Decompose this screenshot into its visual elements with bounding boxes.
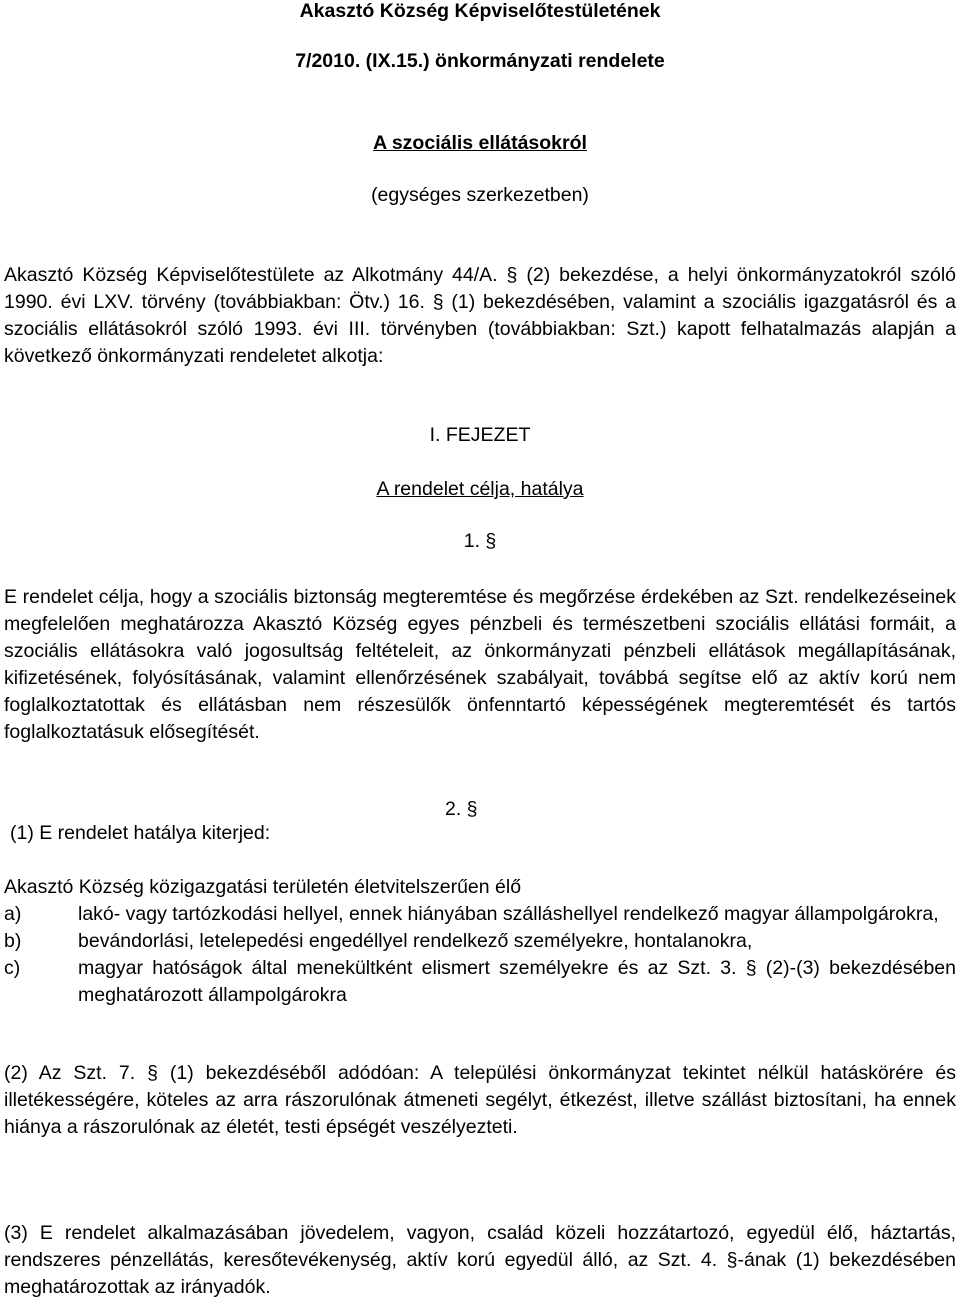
section-2-number: 2. §: [445, 798, 478, 820]
chapter-title: A rendelet célja, hatálya: [376, 478, 584, 500]
list-item-text: lakó- vagy tartózkodási hellyel, ennek hiányában szálláshellyel rendelkező magyar állampolgárokra,: [78, 903, 939, 925]
list-marker: c): [4, 957, 21, 979]
section-1-number: 1. §: [463, 530, 497, 552]
list-item-text: magyar hatóságok által menekültként elismert személyekre és az Szt. 3. § (2)-(3) bekezdésében meghatározott állampolgárokra: [78, 957, 956, 1006]
chapter-number: I. FEJEZET: [429, 424, 531, 446]
list-item: [4, 928, 956, 955]
section-2-para1-intro: (1) E rendelet hatálya kiterjed:: [10, 822, 271, 844]
document-subject: A szociális ellátásokról: [373, 132, 587, 154]
section-2-para1-scope: Akasztó Község közigazgatási területén életvitelszerűen élő: [4, 876, 522, 898]
list-marker: a): [4, 903, 22, 925]
list-item: [4, 901, 956, 928]
list-item: [4, 955, 956, 1009]
section-1-text: E rendelet célja, hogy a szociális biztonság megteremtése és megőrzése érdekében az Szt. rendelkezéseinek megfelelően meghatározza Akasztó Község egyes pénzbeli és természetbeni szociális ellátási formáit, a szociális ellátásokra való jogosultság feltételeit, az önkormányzati pénzbeli ellátások megállapításának, kifizetésének, folyósításának, valamint ellenőrzésének szabályait, továbbá segítse elő az aktív korú nem foglalkoztatottak és ellátásban nem részesülők önfenntartó képességének megteremtését és tartós foglalkoztatásuk elősegítését.: [4, 586, 956, 743]
section-2-para3: (3) E rendelet alkalmazásában jövedelem, vagyon, család közeli hozzátartozó, egyedül élő, háztartás, rendszeres pénzellátás, keresőtevékenység, aktív korú egyedül álló, az Szt. 4. §-ának (1) bekezdésében meghatározottak az irányadók.: [4, 1222, 956, 1298]
document-title-line1: Akasztó Község Képviselőtestületének: [299, 0, 661, 22]
document-note: (egységes szerkezetben): [371, 184, 589, 206]
list-item-text: bevándorlási, letelepedési engedéllyel rendelkező személyekre, hontalanokra,: [78, 930, 753, 952]
document-title-line2: 7/2010. (IX.15.) önkormányzati rendelete: [295, 50, 665, 72]
section-2-para2: (2) Az Szt. 7. § (1) bekezdéséből adódóan: A települési önkormányzat tekintet nélkül hatáskörére és illetékességére, köteles az arra rászorulónak átmeneti segélyt, étkezést, illetve szállást biztosítani, ha ennek hiánya a rászorulónak az életét, testi épségét veszélyezteti.: [4, 1062, 956, 1138]
preamble: Akasztó Község Képviselőtestülete az Alkotmány 44/A. § (2) bekezdése, a helyi önkormányzatokról szóló 1990. évi LXV. törvény (továbbiakban: Ötv.) 16. § (1) bekezdésében, valamint a szociális igazgatásról és a szociális ellátásokról szóló 1993. évi III. törvényben (továbbiakban: Szt.) kapott felhatalmazás alapján a következő önkormányzati rendeletet alkotja:: [4, 264, 956, 367]
list-marker: b): [4, 930, 22, 952]
scope-list: [4, 901, 956, 1009]
